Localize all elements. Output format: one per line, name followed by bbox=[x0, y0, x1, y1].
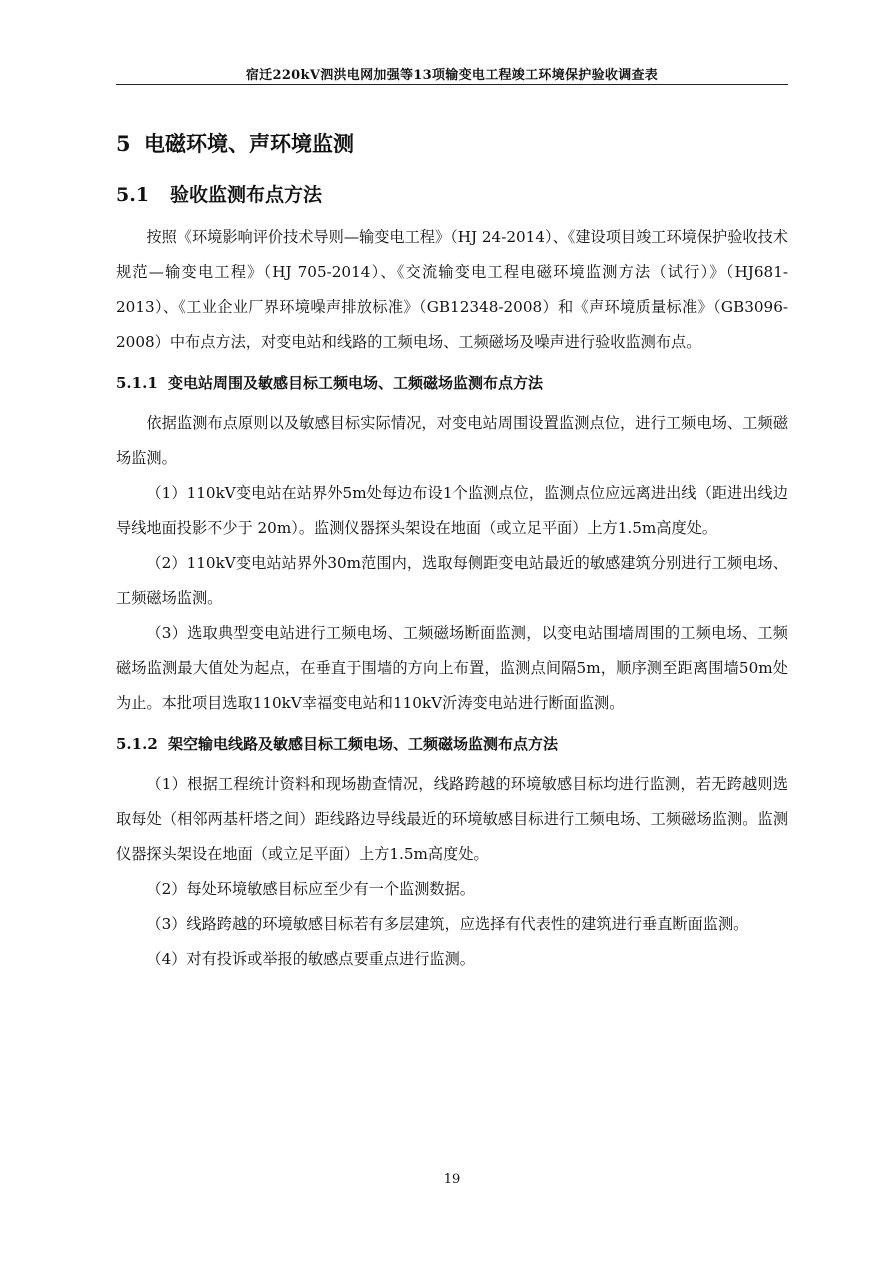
subsection-heading-1 bbox=[116, 370, 788, 396]
subsection1-paragraph: 依据监测布点原则以及敏感目标实际情况，对变电站周围设置监测点位，进行工频电场、工频磁场监测。 bbox=[116, 414, 788, 467]
subsection2-paragraph: （4）对有投诉或举报的敏感点要重点进行监测。 bbox=[146, 950, 475, 968]
section-intro-paragraph: 按照《环境影响评价技术导则—输变电工程》（HJ 24-2014）、《建设项目竣工环境保护验收技术规范—输变电工程》（HJ 705-2014）、《交流输变电工程电磁环境监测方法（试行）》（HJ681-2013）、《工业企业厂界环境噪声排放标准》（GB12348-2008）和《声环境质量标准》（GB3096-2008）中布点方法，对变电站和线路的工频电场、工频磁场及噪声进行验收监测布点。 bbox=[116, 228, 788, 351]
subsection-title-1: 变电站周围及敏感目标工频电场、工频磁场监测布点方法 bbox=[168, 374, 544, 392]
subsection-heading-2 bbox=[116, 731, 788, 757]
running-header: 宿迁220kV泗洪电网加强等13项输变电工程竣工环境保护验收调查表 bbox=[245, 68, 659, 83]
subsection-number-2: 5.1.2 bbox=[116, 735, 158, 753]
chapter-number: 5 bbox=[116, 131, 131, 156]
subsection-title-2: 架空输电线路及敏感目标工频电场、工频磁场监测布点方法 bbox=[168, 735, 559, 753]
subsection1-paragraph: （2）110kV变电站站界外30m范围内，选取每侧距变电站最近的敏感建筑分别进行工频电场、工频磁场监测。 bbox=[116, 554, 788, 607]
section-title: 验收监测布点方法 bbox=[170, 184, 323, 206]
section-number: 5.1 bbox=[116, 184, 150, 206]
page-content bbox=[116, 126, 788, 977]
subsection2-paragraph: （1）根据工程统计资料和现场勘查情况，线路跨越的环境敏感目标均进行监测，若无跨越则选取每处（相邻两基杆塔之间）距线路边导线最近的环境敏感目标进行工频电场、工频磁场监测。监测仪器探头架设在地面（或立足平面）上方1.5m高度处。 bbox=[116, 775, 788, 863]
page-number: 19 bbox=[443, 1172, 461, 1187]
header-rule bbox=[116, 84, 788, 85]
subsection2-paragraph: （3）线路跨越的环境敏感目标若有多层建筑，应选择有代表性的建筑进行垂直断面监测。 bbox=[146, 915, 749, 933]
subsection-number-1: 5.1.1 bbox=[116, 374, 158, 392]
subsection1-paragraph: （3）选取典型变电站进行工频电场、工频磁场断面监测，以变电站围墙周围的工频电场、工频磁场监测最大值处为起点，在垂直于围墙的方向上布置，监测点间隔5m，顺序测至距离围墙50m处为止。本批项目选取110kV幸福变电站和110kV沂涛变电站进行断面监测。 bbox=[116, 624, 788, 712]
subsection2-paragraph: （2）每处环境敏感目标应至少有一个监测数据。 bbox=[146, 880, 475, 898]
chapter-title: 电磁环境、声环境监测 bbox=[144, 131, 354, 156]
subsection1-paragraph: （1）110kV变电站在站界外5m处每边布设1个监测点位，监测点位应远离进出线（距进出线边导线地面投影不少于 20m）。监测仪器探头架设在地面（或立足平面）上方1.5m高度处。 bbox=[116, 484, 788, 537]
section-heading bbox=[116, 178, 788, 212]
chapter-heading bbox=[116, 126, 788, 162]
